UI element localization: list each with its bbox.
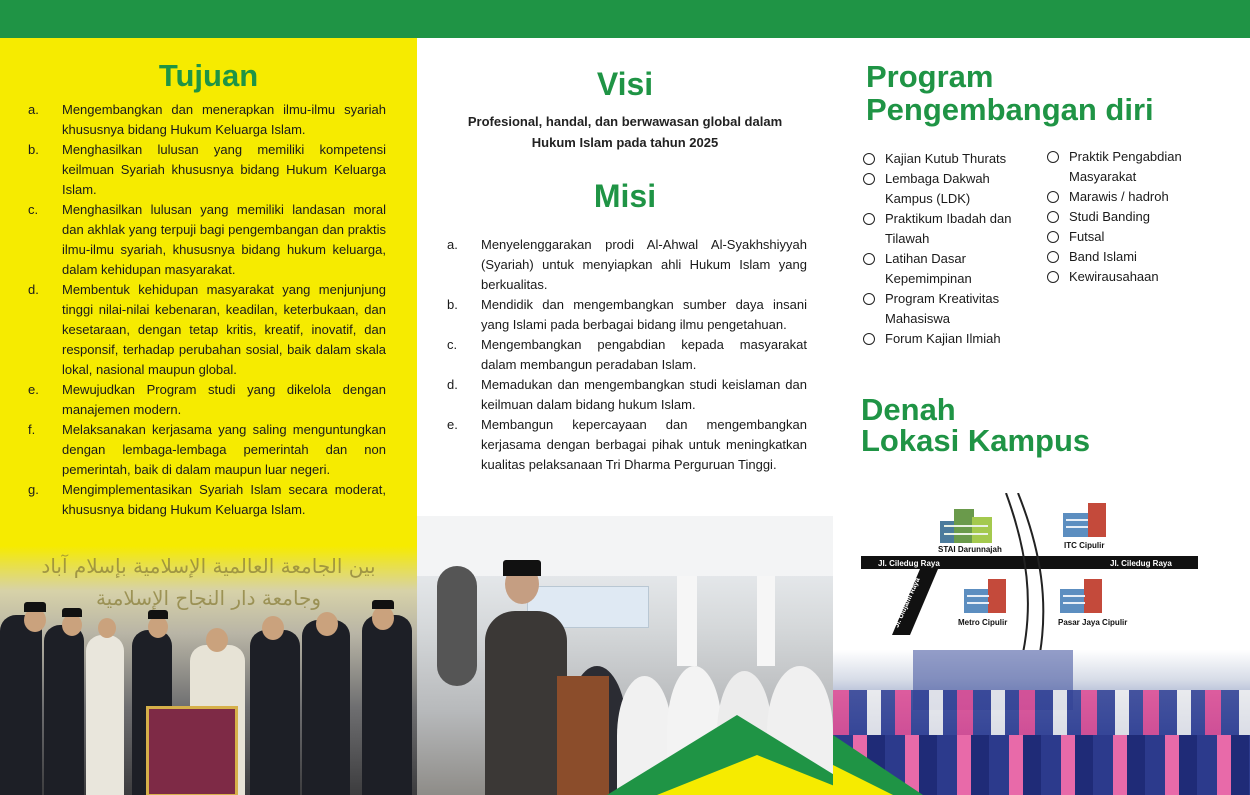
- pasar-building-icon: [1060, 579, 1102, 613]
- list-marker: e.: [28, 382, 39, 397]
- bullet-circle-icon: [1047, 151, 1059, 163]
- signing-ceremony-photo: [0, 546, 417, 795]
- list-text: Kajian Kutub Thurats: [885, 151, 1007, 166]
- list-item: [863, 249, 1013, 289]
- list-text: Menghasilkan lulusan yang memiliki landasan moral dan akhlak yang terpuji bagi pengembangan dan praktis ilmu-ilmu syariah, khususnya bidang hukum keluarga, dalam kehidupan masyarakat.: [62, 202, 386, 277]
- bullet-circle-icon: [863, 153, 875, 165]
- list-item: [863, 209, 1013, 249]
- list-marker: c.: [28, 202, 39, 217]
- list-item: [447, 415, 807, 475]
- list-text: Mengembangkan dan menerapkan ilmu-ilmu syariah khususnya bidang Hukum Keluarga Islam.: [62, 102, 386, 137]
- list-item: [863, 169, 1013, 209]
- misi-list: [447, 235, 807, 475]
- list-text: Mengembangkan pengabdian kepada masyarakat dalam membangun peradaban Islam.: [481, 337, 807, 372]
- list-text: Menyelenggarakan prodi Al-Ahwal Al-Syakhshiyyah (Syariah) untuk menyiapkan ahli Hukum Islam yang berkualitas.: [481, 237, 807, 292]
- list-text: Forum Kajian Ilmiah: [885, 331, 1001, 346]
- list-text: Mewujudkan Program studi yang dikelola dengan manajemen modern.: [62, 382, 386, 417]
- denah-title: [861, 394, 1090, 456]
- student-group-photo: [833, 650, 1250, 795]
- label-road-right: Jl. Ciledug Raya: [1110, 559, 1172, 568]
- label-road-diagonal: Jl. Ulujami Raya: [893, 576, 922, 629]
- list-marker: e.: [447, 417, 458, 432]
- label-itc: ITC Cipulir: [1064, 541, 1105, 550]
- list-item: [28, 140, 386, 200]
- list-item: [1047, 147, 1217, 187]
- tujuan-list: [28, 100, 386, 520]
- list-item: [1047, 187, 1217, 207]
- bullet-circle-icon: [1047, 251, 1059, 263]
- visi-title: Visi: [596, 66, 654, 102]
- bullet-circle-icon: [1047, 271, 1059, 283]
- list-marker: d.: [447, 377, 458, 392]
- list-text: Lembaga Dakwah Kampus (LDK): [885, 171, 990, 206]
- list-marker: b.: [447, 297, 458, 312]
- list-item: [28, 280, 386, 380]
- list-text: Praktikum Ibadah dan Tilawah: [885, 211, 1012, 246]
- list-item: [1047, 227, 1217, 247]
- program-denah-panel: [833, 38, 1250, 795]
- list-marker: g.: [28, 482, 39, 497]
- bullet-circle-icon: [863, 213, 875, 225]
- label-pasar: Pasar Jaya Cipulir: [1058, 618, 1128, 627]
- program-column-2: [1047, 147, 1217, 287]
- banner-arabic-line2: وجامعة دار النجاح الإسلامية: [95, 586, 322, 610]
- bullet-circle-icon: [1047, 231, 1059, 243]
- campus-location-map: [858, 493, 1203, 658]
- list-marker: a.: [28, 102, 39, 117]
- list-item: [447, 335, 807, 375]
- lecture-hall-photo: [417, 516, 833, 795]
- list-text: Melaksanakan kerjasama yang saling menguntungkan dengan lembaga-lembaga pemerintah dan non pemerintah, baik di dalam maupun luar negeri.: [62, 422, 386, 477]
- misi-title: Misi: [593, 178, 657, 214]
- label-metro: Metro Cipulir: [958, 618, 1008, 627]
- list-text: Studi Banding: [1069, 209, 1150, 224]
- bullet-circle-icon: [863, 173, 875, 185]
- metro-building-icon: [964, 579, 1006, 613]
- bullet-circle-icon: [863, 293, 875, 305]
- list-text: Membentuk kehidupan masyarakat yang menjunjung tinggi nilai-nilai kebenaran, keadilan, keterbukaan, dan kesetaraan, dengan tetap kritis, kreatif, inovatif, dan responsif, terhadap perubahan sosial, baik dalam skala lokal, nasional maupun global.: [62, 282, 386, 377]
- list-text: Menghasilkan lulusan yang memiliki kompetensi keilmuan Syariah khususnya bidang Hukum Keluarga Islam.: [62, 142, 386, 197]
- bullet-circle-icon: [863, 253, 875, 265]
- list-item: [28, 420, 386, 480]
- list-item: [1047, 267, 1217, 287]
- denah-title-line1: Denah: [861, 392, 956, 427]
- label-road-left: Jl. Ciledug Raya: [878, 559, 940, 568]
- itc-building-icon: [1063, 503, 1106, 537]
- list-item: [447, 375, 807, 415]
- river-line: [1018, 493, 1043, 653]
- list-item: [863, 329, 1013, 349]
- stai-building-icon: [940, 509, 992, 543]
- list-item: [28, 480, 386, 520]
- visi-text: Profesional, handal, dan berwawasan global dalam Hukum Islam pada tahun 2025: [467, 114, 783, 150]
- program-column-1: [863, 149, 1013, 349]
- list-item: [1047, 207, 1217, 227]
- list-item: [1047, 247, 1217, 267]
- list-text: Marawis / hadroh: [1069, 189, 1169, 204]
- list-item: [28, 100, 386, 140]
- list-marker: a.: [447, 237, 458, 252]
- river-line: [1006, 493, 1028, 653]
- program-title-line1: Program: [866, 59, 994, 94]
- top-green-band: [0, 0, 1250, 38]
- visi-misi-panel: [417, 38, 833, 795]
- list-text: Praktik Pengabdian Masyarakat: [1069, 149, 1182, 184]
- list-text: Mendidik dan mengembangkan sumber daya insani yang Islami pada berbagai bidang ilmu pengetahuan.: [481, 297, 807, 332]
- program-title-line2: Pengembangan diri: [866, 92, 1154, 127]
- bullet-circle-icon: [1047, 191, 1059, 203]
- label-stai: STAI Darunnajah: [938, 545, 1002, 554]
- list-item: [28, 380, 386, 420]
- bullet-circle-icon: [863, 333, 875, 345]
- list-item: [447, 295, 807, 335]
- denah-title-line2: Lokasi Kampus: [861, 423, 1091, 458]
- list-marker: b.: [28, 142, 39, 157]
- list-item: [28, 200, 386, 280]
- list-text: Mengimplementasikan Syariah Islam secara moderat, khususnya bidang Hukum Keluarga Islam.: [62, 482, 386, 517]
- tujuan-title: Tujuan: [158, 58, 259, 93]
- tujuan-panel: [0, 38, 417, 795]
- list-marker: f.: [28, 422, 36, 437]
- list-text: Memadukan dan mengembangkan studi keislaman dan keilmuan dalam bidang hukum Islam.: [481, 377, 807, 412]
- list-item: [863, 149, 1013, 169]
- bullet-circle-icon: [1047, 211, 1059, 223]
- list-text: Program Kreativitas Mahasiswa: [885, 291, 1000, 326]
- list-text: Latihan Dasar Kepemimpinan: [885, 251, 972, 286]
- list-text: Band Islami: [1069, 249, 1137, 264]
- list-marker: c.: [447, 337, 458, 352]
- list-marker: d.: [28, 282, 39, 297]
- program-title: [866, 60, 1154, 126]
- list-item: [863, 289, 1013, 329]
- list-text: Kewirausahaan: [1069, 269, 1159, 284]
- list-text: Membangun kepercayaan dan mengembangkan kerjasama dengan berbagai pihak untuk meningkatkan kualitas pelaksanaan Tri Dharma Perguruan Tinggi.: [481, 417, 807, 472]
- banner-arabic-line1: بين الجامعة العالمية الإسلامية بإسلام آباد: [41, 554, 376, 578]
- list-text: Futsal: [1069, 229, 1105, 244]
- list-item: [447, 235, 807, 295]
